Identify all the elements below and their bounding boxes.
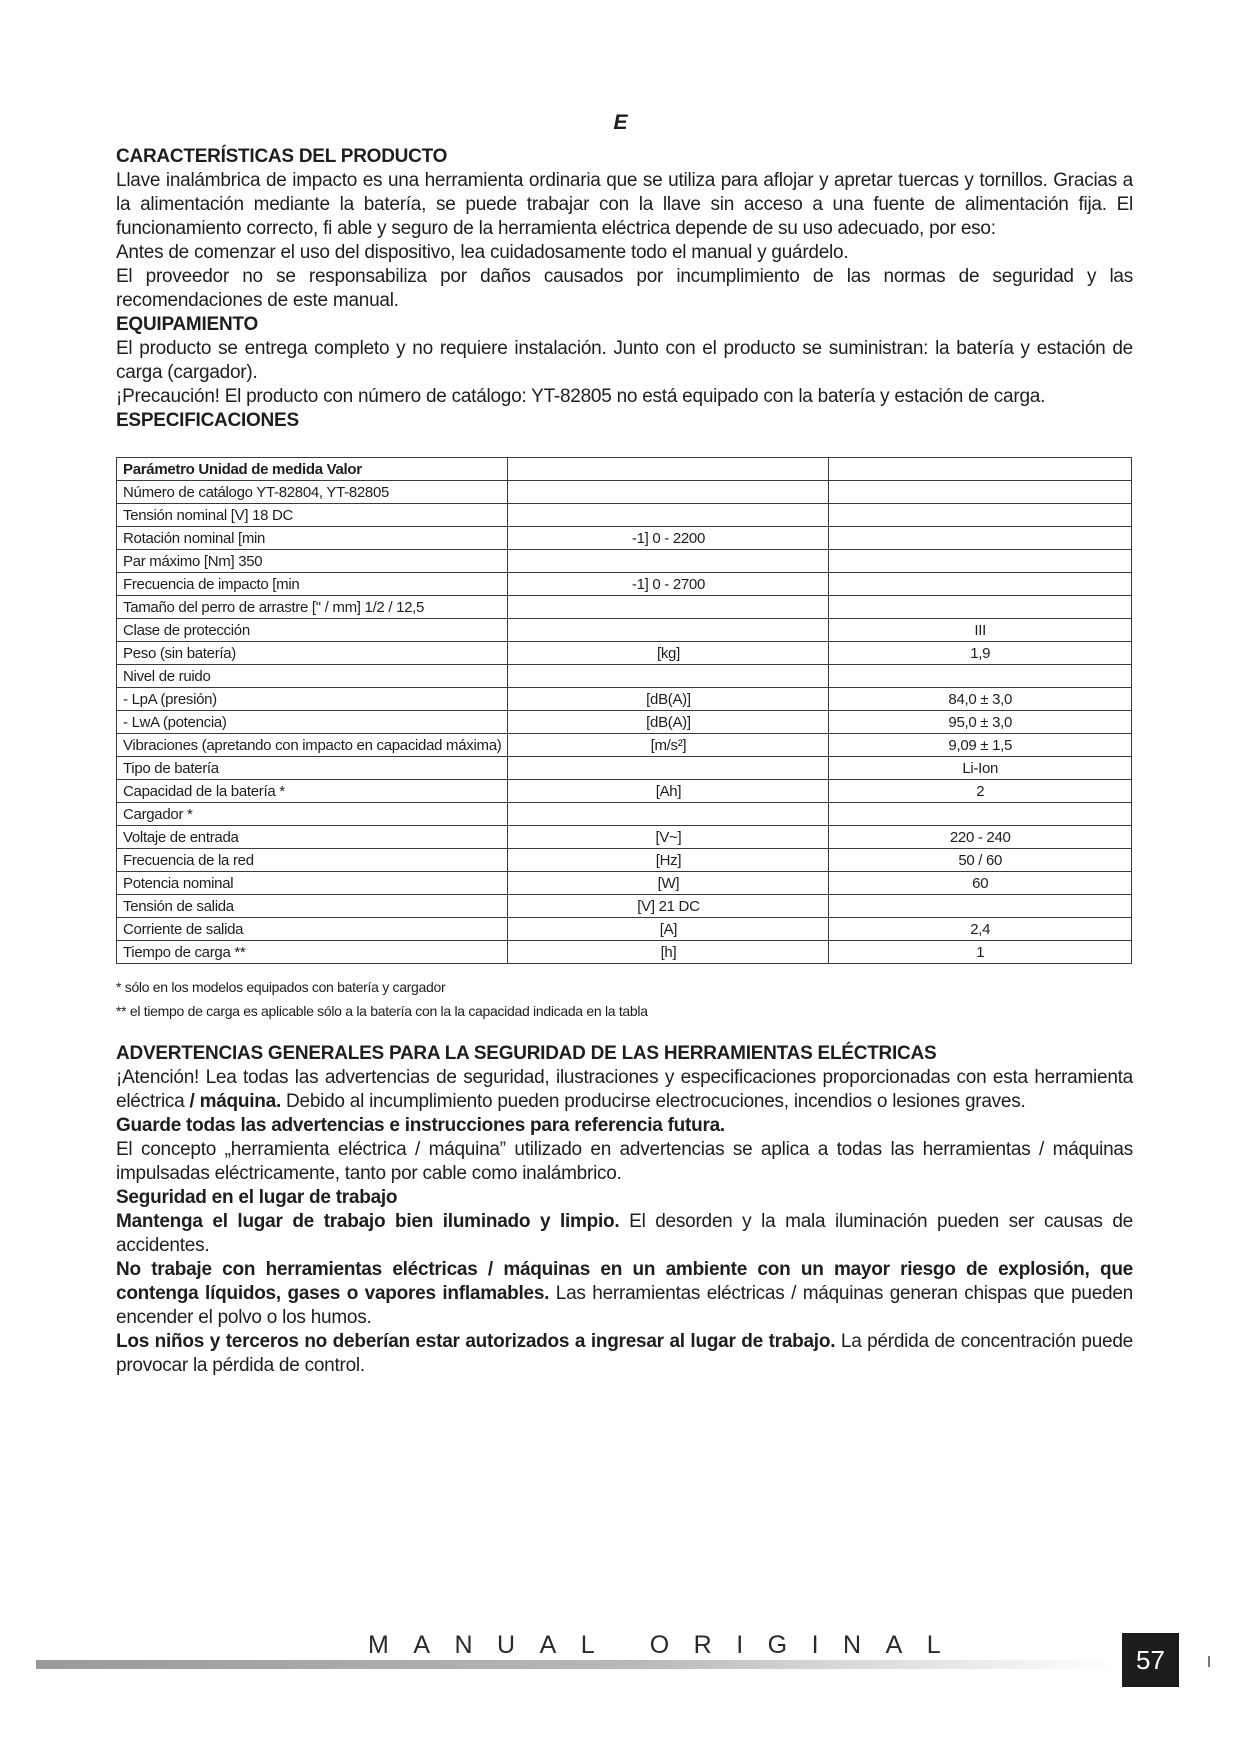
table-cell-unit: [m/s²] [508,734,829,757]
table-cell-label: Tensión nominal [V] 18 DC [117,504,508,527]
table-cell-label: Número de catálogo YT-82804, YT-82805 [117,481,508,504]
table-row [117,803,1132,826]
table-cell-value: 84,0 ± 3,0 [829,688,1132,711]
table-cell-unit: -1] 0 - 2200 [508,527,829,550]
paragraph: No trabaje con herramientas eléctricas / máquinas en un ambiente con un mayor riesgo de explosión, que contenga líquidos, gases o vapores inflamables. Las herramientas eléctricas / máquinas generan chispas que pueden encender el polvo o los humos. [116,1259,1133,1328]
table-cell-label: Voltaje de entrada [117,826,508,849]
paragraph: ¡Atención! Lea todas las advertencias de seguridad, ilustraciones y especificaciones proporcionadas con esta herramienta eléctrica / máquina. Debido al incumplimiento pueden producirse electrocuciones, incendios o lesiones graves. [116,1067,1133,1112]
table-cell-unit: [dB(A)] [508,688,829,711]
document-body [116,145,1133,1378]
table-cell-label: Clase de protección [117,619,508,642]
paragraph: ¡Precaución! El producto con número de catálogo: YT-82805 no está equipado con la batería y estación de carga. [116,386,1046,407]
table-cell-label: Capacidad de la batería * [117,780,508,803]
table-footnote: ** el tiempo de carga es aplicable sólo a la batería con la la capacidad indicada en la tabla [116,1003,648,1019]
table-cell-value: 1 [829,941,1132,964]
table-cell-label: Par máximo [Nm] 350 [117,550,508,573]
paragraph: El concepto „herramienta eléctrica / máquina” utilizado en advertencias se aplica a todas las herramientas / máquinas impulsadas eléctricamente, tanto por cable como inalámbrico. [116,1139,1133,1184]
table-row [117,504,1132,527]
table-cell-unit [508,504,829,527]
paragraph: Los niños y terceros no deberían estar autorizados a ingresar al lugar de trabajo. La pérdida de concentración puede provocar la pérdida de control. [116,1331,1133,1376]
table-cell-unit [508,550,829,573]
table-cell-unit [508,481,829,504]
table-cell-value [829,481,1132,504]
table-row [117,481,1132,504]
table-cell-value: 60 [829,872,1132,895]
table-row [117,527,1132,550]
paragraph: Mantenga el lugar de trabajo bien iluminado y limpio. El desorden y la mala iluminación pueden ser causas de accidentes. [116,1211,1133,1256]
table-cell-value [829,665,1132,688]
table-row [117,596,1132,619]
table-row [117,826,1132,849]
paragraph: Antes de comenzar el uso del dispositivo, lea cuidadosamente todo el manual y guárdelo. [116,242,849,263]
table-cell-value: Li-Ion [829,757,1132,780]
table-cell-value: 95,0 ± 3,0 [829,711,1132,734]
table-cell-label: Tensión de salida [117,895,508,918]
paragraph: El producto se entrega completo y no requiere instalación. Junto con el producto se suministran: la batería y estación de carga (cargador). [116,338,1133,383]
table-cell-value: 220 - 240 [829,826,1132,849]
section-title-equipamiento: EQUIPAMIENTO [116,314,258,335]
table-cell-unit: [kg] [508,642,829,665]
table-row [117,941,1132,964]
table-cell-unit: [Ah] [508,780,829,803]
table-cell-label: - LpA (presión) [117,688,508,711]
table-cell-label: Cargador * [117,803,508,826]
table-cell-label: Vibraciones (apretando con impacto en capacidad máxima) [117,734,508,757]
table-row [117,757,1132,780]
paragraph: Llave inalámbrica de impacto es una herramienta ordinaria que se utiliza para aflojar y apretar tuercas y tornillos. Gracias a la alimentación mediante la batería, se puede trabajar con la llave sin acceso a una fuente de alimentación fija. El funcionamiento correcto, fi able y seguro de la herramienta eléctrica depende de su uso adecuado, por eso: [116,170,1133,239]
table-cell-unit [508,458,829,481]
footer-manual-label: MANUAL ORIGINAL [368,1631,966,1659]
table-row [117,780,1132,803]
table-row [117,665,1132,688]
section-title-caracteristicas: CARACTERÍSTICAS DEL PRODUCTO [116,146,448,167]
paragraph: Guarde todas las advertencias e instrucciones para referencia futura. [116,1115,725,1136]
footer-bar [36,1660,1116,1669]
table-cell-unit: [V] 21 DC [508,895,829,918]
table-cell-label: Frecuencia de la red [117,849,508,872]
table-cell-unit: [h] [508,941,829,964]
page-edge-mark [1208,1656,1210,1667]
table-cell-label: Tamaño del perro de arrastre [" / mm] 1/2 / 12,5 [117,596,508,619]
table-cell-label: Frecuencia de impacto [min [117,573,508,596]
table-cell-value: 1,9 [829,642,1132,665]
table-cell-label: Parámetro Unidad de medida Valor [117,458,508,481]
table-row [117,619,1132,642]
table-cell-label: Rotación nominal [min [117,527,508,550]
section-title-especificaciones: ESPECIFICACIONES [116,410,299,431]
table-cell-unit: [W] [508,872,829,895]
table-cell-unit [508,596,829,619]
table-cell-label: Tipo de batería [117,757,508,780]
table-cell-value [829,573,1132,596]
table-row [117,573,1132,596]
table-cell-unit [508,665,829,688]
table-row [117,918,1132,941]
table-cell-unit [508,803,829,826]
section-title-advertencias: ADVERTENCIAS GENERALES PARA LA SEGURIDAD DE LAS HERRAMIENTAS ELÉCTRICAS [116,1043,937,1064]
table-cell-unit: [Hz] [508,849,829,872]
table-cell-value [829,803,1132,826]
table-cell-unit [508,757,829,780]
table-cell-value [829,527,1132,550]
table-cell-value [829,504,1132,527]
table-footnote: * sólo en los modelos equipados con batería y cargador [116,979,446,995]
page-number: 57 [1122,1633,1179,1687]
language-marker: E [613,111,628,134]
table-cell-unit: -1] 0 - 2700 [508,573,829,596]
table-cell-value [829,458,1132,481]
table-cell-label: Peso (sin batería) [117,642,508,665]
table-cell-value [829,550,1132,573]
table-cell-label: Potencia nominal [117,872,508,895]
table-cell-value: 50 / 60 [829,849,1132,872]
table-cell-label: Tiempo de carga ** [117,941,508,964]
table-cell-value [829,895,1132,918]
table-row [117,849,1132,872]
table-row [117,734,1132,757]
table-cell-value: 2 [829,780,1132,803]
table-cell-unit [508,619,829,642]
paragraph: El proveedor no se responsabiliza por daños causados por incumplimiento de las normas de seguridad y las recomendaciones de este manual. [116,266,1133,311]
table-row [117,642,1132,665]
table-cell-unit: [V~] [508,826,829,849]
table-row [117,688,1132,711]
table-cell-unit: [dB(A)] [508,711,829,734]
table-cell-label: Corriente de salida [117,918,508,941]
table-cell-value [829,596,1132,619]
table-cell-label: Nivel de ruido [117,665,508,688]
table-cell-value: 9,09 ± 1,5 [829,734,1132,757]
table-cell-unit: [A] [508,918,829,941]
table-cell-value: III [829,619,1132,642]
table-row [117,711,1132,734]
table-cell-label: - LwA (potencia) [117,711,508,734]
subsection-title: Seguridad en el lugar de trabajo [116,1187,398,1208]
table-cell-value: 2,4 [829,918,1132,941]
table-row [117,550,1132,573]
table-row [117,458,1132,481]
table-row [117,895,1132,918]
specifications-table [116,457,1132,964]
table-row [117,872,1132,895]
